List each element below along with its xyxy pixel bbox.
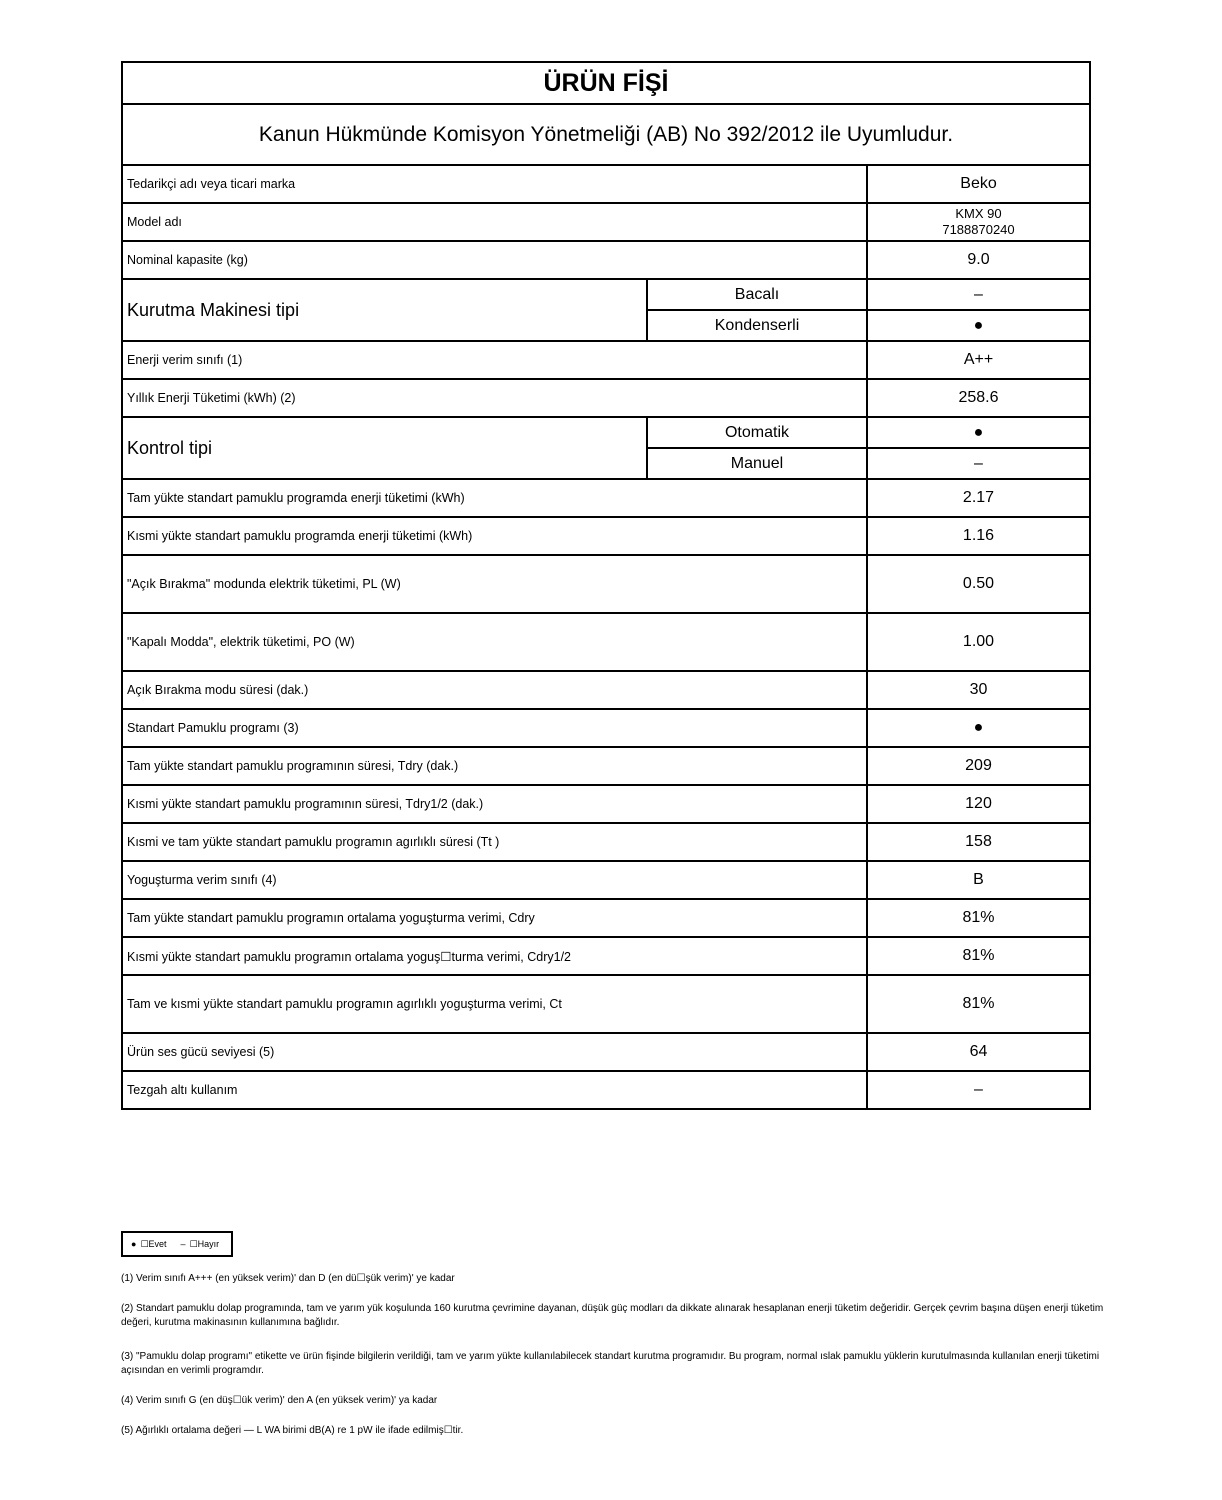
standard-program-value: ●: [867, 709, 1090, 747]
model-label: Model adı: [122, 203, 867, 241]
annual-energy-value: 258.6: [867, 379, 1090, 417]
condensation-class-value: B: [867, 861, 1090, 899]
full-load-condensation-value: 81%: [867, 899, 1090, 937]
partial-load-condensation-label: Kısmi yükte standart pamuklu programın ortalama yoguş☐turma verimi, Cdry1/2: [122, 937, 867, 975]
full-load-energy-value: 2.17: [867, 479, 1090, 517]
footnotes: [121, 1272, 1111, 1438]
built-in-value: –: [867, 1071, 1090, 1109]
energy-class-label: Enerji verim sınıfı (1): [122, 341, 867, 379]
dryer-type-condenser-label: Kondenserli: [647, 310, 867, 341]
full-load-duration-value: 209: [867, 747, 1090, 785]
dryer-type-condenser-value: ●: [867, 310, 1090, 341]
footnote-2: (2) Standart pamuklu dolap programında, tam ve yarım yük koşulunda 160 kurutma çevrimine dayanan, düşük güç modları da dikkate alınarak hesaplanan enerji tüketim değeridir. Gerçek çevrim başına düşen enerji tüketim değeri, kurutma makinasının kullanımına bağlıdır.: [121, 1303, 1104, 1328]
left-on-duration-label: Açık Bırakma modu süresi (dak.): [122, 671, 867, 709]
regulation-subtitle: Kanun Hükmünde Komisyon Yönetmeliği (AB) No 392/2012 ile Uyumludur.: [122, 104, 1090, 165]
sound-power-label: Ürün ses gücü seviyesi (5): [122, 1033, 867, 1071]
partial-load-energy-value: 1.16: [867, 517, 1090, 555]
model-value: [867, 203, 1090, 241]
built-in-label: Tezgah altı kullanım: [122, 1071, 867, 1109]
partial-load-energy-label: Kısmi yükte standart pamuklu programda enerji tüketimi (kWh): [122, 517, 867, 555]
partial-load-duration-label: Kısmi yükte standart pamuklu programının süresi, Tdry1/2 (dak.): [122, 785, 867, 823]
control-type-label: Kontrol tipi: [122, 417, 647, 479]
fiche-title: ÜRÜN FİŞİ: [122, 62, 1090, 104]
control-type-manual-label: Manuel: [647, 448, 867, 479]
standard-program-label: Standart Pamuklu programı (3): [122, 709, 867, 747]
energy-class-value: A++: [867, 341, 1090, 379]
partial-load-duration-value: 120: [867, 785, 1090, 823]
weighted-condensation-value: 81%: [867, 975, 1090, 1033]
footnote-3: (3) "Pamuklu dolap programı" etikette ve ürün fişinde bilgilerin verildiği, tam ve yarım yükte kullanılabilecek standart kurutma programıdır. Bu program, normal ıslak pamuklu yüklerin kurutulmasında kullanılan enerji tüketimi açısından en verimli programdır.: [121, 1351, 1100, 1376]
left-on-power-value: 0.50: [867, 555, 1090, 613]
off-mode-power-value: 1.00: [867, 613, 1090, 671]
footnote-1: (1) Verim sınıfı A+++ (en yüksek verim)' dan D (en dü☐şük verim)' ye kadar: [121, 1273, 455, 1284]
model-code: 7188870240: [942, 222, 1015, 237]
product-fiche-table: [121, 61, 1091, 1110]
control-type-automatic-label: Otomatik: [647, 417, 867, 448]
legend-no-symbol: –: [180, 1239, 186, 1249]
weighted-condensation-label: Tam ve kısmi yükte standart pamuklu programın agırlıklı yoguşturma verimi, Ct: [122, 975, 867, 1033]
left-on-power-label: "Açık Bırakma" modunda elektrik tüketimi, PL (W): [122, 555, 867, 613]
legend-yes-symbol: ●: [131, 1239, 137, 1249]
capacity-label: Nominal kapasite (kg): [122, 241, 867, 279]
full-load-energy-label: Tam yükte standart pamuklu programda enerji tüketimi (kWh): [122, 479, 867, 517]
supplier-label: Tedarikçi adı veya ticari marka: [122, 165, 867, 203]
dryer-type-label: Kurutma Makinesi tipi: [122, 279, 647, 341]
full-load-condensation-label: Tam yükte standart pamuklu programın ortalama yoguşturma verimi, Cdry: [122, 899, 867, 937]
legend: [121, 1231, 233, 1257]
footnote-5: (5) Ağırlıklı ortalama değeri — L WA birimi dB(A) re 1 pW ile ifade edilmiş☐tir.: [121, 1425, 464, 1436]
control-type-automatic-value: ●: [867, 417, 1090, 448]
off-mode-power-label: "Kapalı Modda", elektrik tüketimi, PO (W): [122, 613, 867, 671]
model-name: KMX 90: [955, 206, 1002, 221]
legend-no-label: ☐Hayır: [189, 1238, 220, 1249]
legend-yes-label: ☐Evet: [140, 1238, 167, 1249]
weighted-duration-label: Kısmi ve tam yükte standart pamuklu programın agırlıklı süresi (Tt ): [122, 823, 867, 861]
left-on-duration-value: 30: [867, 671, 1090, 709]
footnote-4: (4) Verim sınıfı G (en düş☐ük verim)' den A (en yüksek verim)' ya kadar: [121, 1395, 438, 1406]
partial-load-condensation-value: 81%: [867, 937, 1090, 975]
sound-power-value: 64: [867, 1033, 1090, 1071]
condensation-class-label: Yoguşturma verim sınıfı (4): [122, 861, 867, 899]
dryer-type-vented-label: Bacalı: [647, 279, 867, 310]
control-type-manual-value: –: [867, 448, 1090, 479]
capacity-value: 9.0: [867, 241, 1090, 279]
weighted-duration-value: 158: [867, 823, 1090, 861]
annual-energy-label: Yıllık Enerji Tüketimi (kWh) (2): [122, 379, 867, 417]
supplier-value: Beko: [867, 165, 1090, 203]
dryer-type-vented-value: –: [867, 279, 1090, 310]
full-load-duration-label: Tam yükte standart pamuklu programının süresi, Tdry (dak.): [122, 747, 867, 785]
